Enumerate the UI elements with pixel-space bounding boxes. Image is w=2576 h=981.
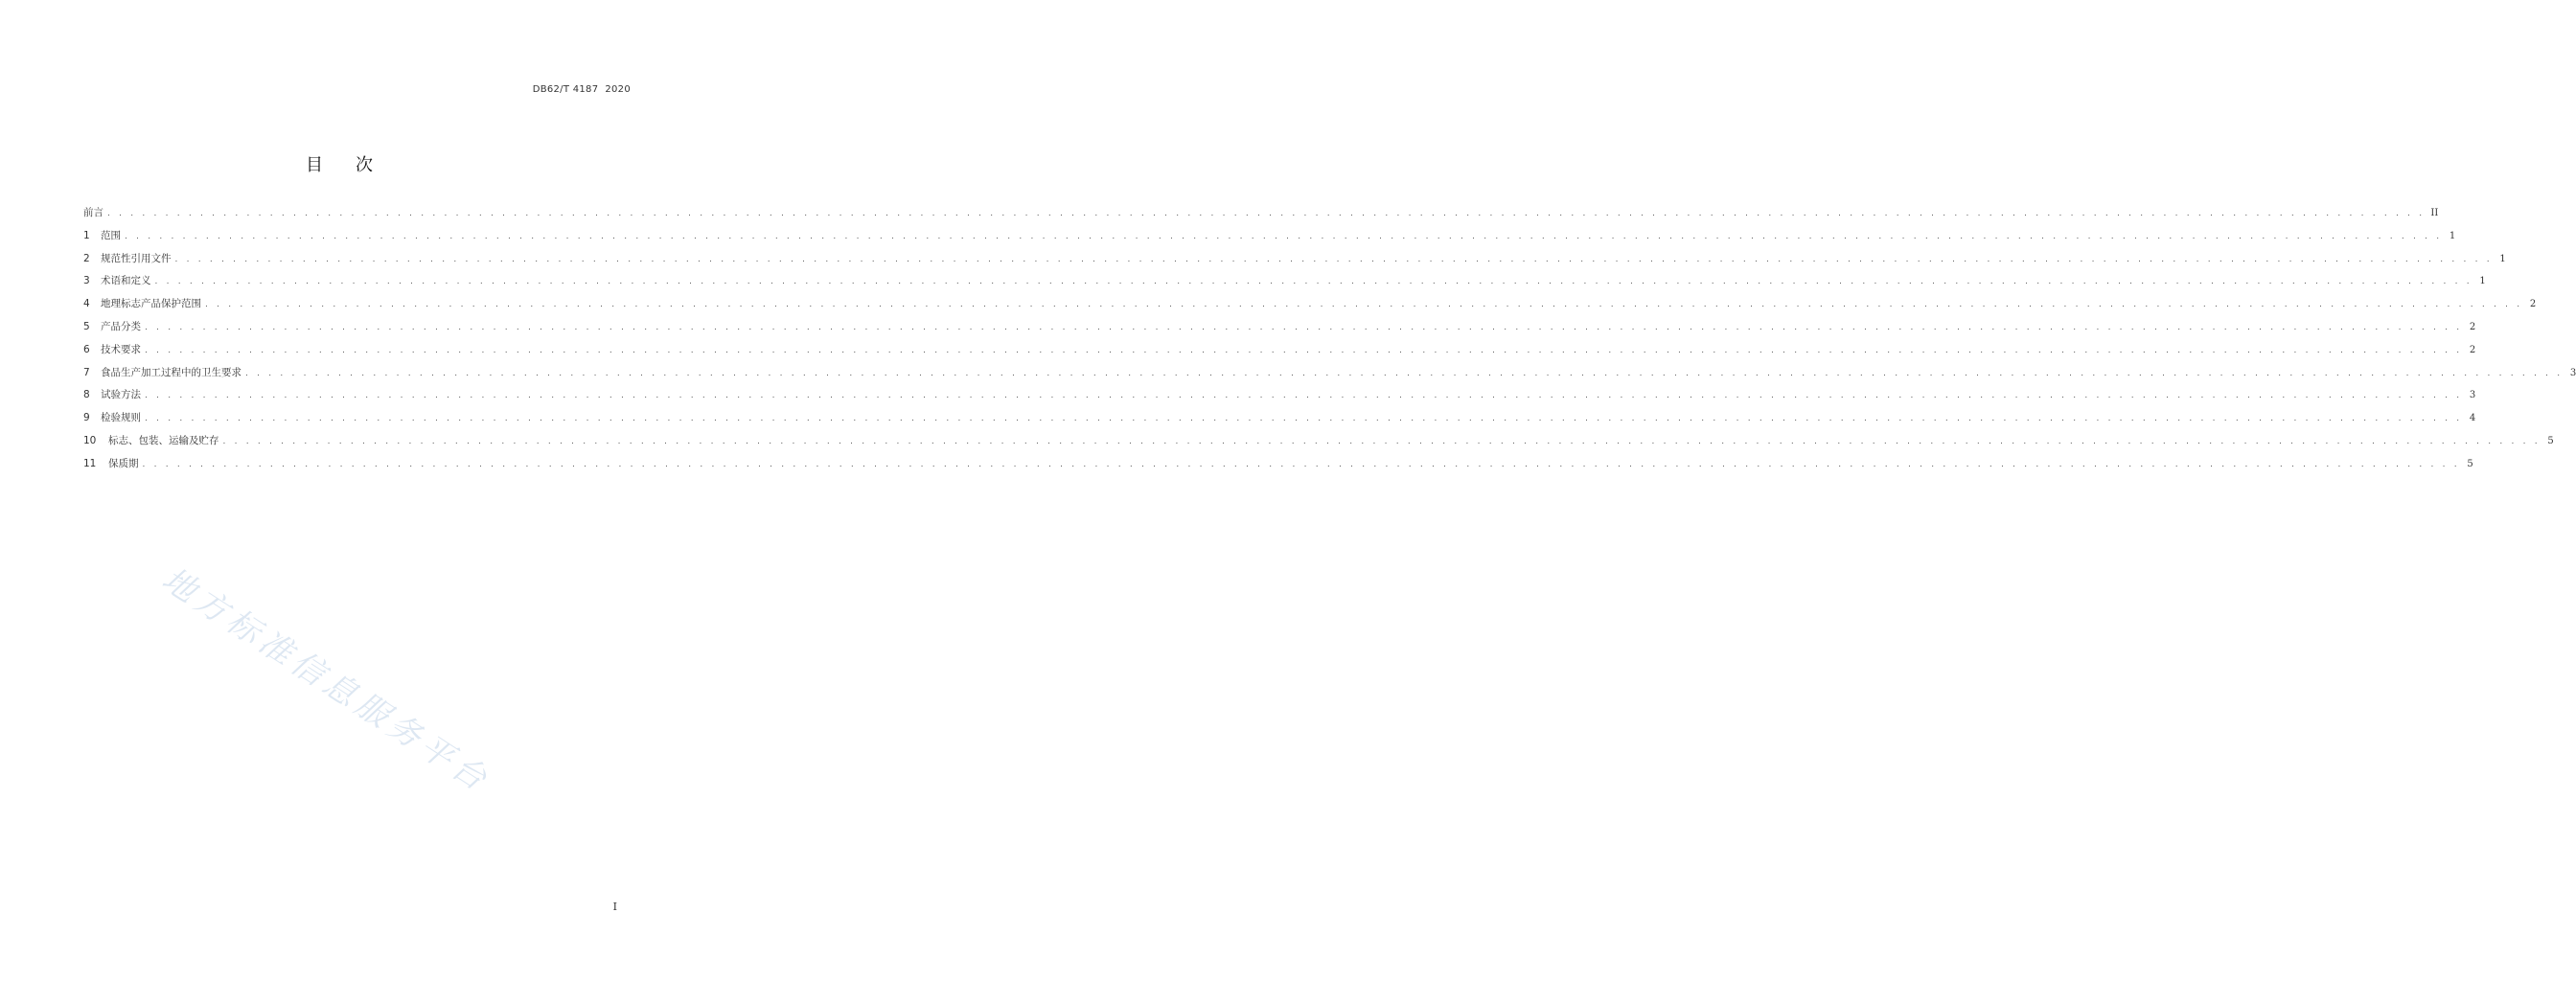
toc-leader-dots: . . . . . . . . . . . . . . . . . . . . . . . . . . . . . . . . . . . . . . . . . . . . . . . . . . . . . . . . . . . . . . . . . . . . . . . . . . . . . . . . . . . . . . . . . . . . . . . . . . . . . . . . . . . . . . . . . . . . . . . . . . . . . . . . . . . . . . . . . . . . . . . . . . . . . . . . . . . . . . . . . . . . . . . . . . . . . . . . . . . . . . . . . . . . . . . . . . . . . . . . <box>145 322 2463 332</box>
toc-entry-label: 食品生产加工过程中的卫生要求 <box>101 366 242 378</box>
document-code: DB62/T 4187 2020 <box>532 84 631 95</box>
toc-leader-dots: . . . . . . . . . . . . . . . . . . . . . . . . . . . . . . . . . . . . . . . . . . . . . . . . . . . . . . . . . . . . . . . . . . . . . . . . . . . . . . . . . . . . . . . . . . . . . . . . . . . . . . . . . . . . . . . . . . . . . . . . . . . . . . . . . . . . . . . . . . . . . . . . . . . . . . . . . . . . . . . . . . . . . . . . . . . . . . . . . . . . . . . . . . . . . . . . . . . . . . . . <box>107 209 2426 218</box>
toc-entry-number: 9 <box>83 412 90 424</box>
toc-entry-label: 前言 <box>83 207 104 218</box>
toc-entry[interactable] <box>83 365 2576 388</box>
toc-entry-page: 3 <box>2569 367 2576 378</box>
toc-entry-page: 1 <box>2449 230 2456 241</box>
toc-entry-label: 技术要求 <box>101 343 141 355</box>
toc-entry-number: 11 <box>83 457 97 469</box>
toc-entry-label: 保质期 <box>108 457 139 469</box>
toc-entry-label: 试验方法 <box>101 389 141 401</box>
toc-entry-label: 检验规则 <box>101 412 141 424</box>
toc-entry-label: 范围 <box>101 229 121 241</box>
toc-leader-dots: . . . . . . . . . . . . . . . . . . . . . . . . . . . . . . . . . . . . . . . . . . . . . . . . . . . . . . . . . . . . . . . . . . . . . . . . . . . . . . . . . . . . . . . . . . . . . . . . . . . . . . . . . . . . . . . . . . . . . . . . . . . . . . . . . . . . . . . . . . . . . . . . . . . . . . . . . . . . . . . . . . . . . . . . . . . . . . . . . . . . . . . . . . . . . . . . . . . . . . . . <box>154 277 2472 287</box>
toc-leader-dots: . . . . . . . . . . . . . . . . . . . . . . . . . . . . . . . . . . . . . . . . . . . . . . . . . . . . . . . . . . . . . . . . . . . . . . . . . . . . . . . . . . . . . . . . . . . . . . . . . . . . . . . . . . . . . . . . . . . . . . . . . . . . . . . . . . . . . . . . . . . . . . . . . . . . . . . . . . . . . . . . . . . . . . . . . . . . . . . . . . . . . . . . . . . . . . . . . . . . . . . . <box>222 436 2541 446</box>
toc-entry[interactable] <box>83 228 2456 251</box>
table-of-contents <box>83 205 2576 479</box>
page-number: I <box>612 901 617 913</box>
toc-entry-label: 规范性引用文件 <box>101 252 172 264</box>
toc-entry-page: 4 <box>2469 413 2476 424</box>
toc-entry-number: 1 <box>83 229 90 241</box>
toc-entry[interactable] <box>83 387 2476 410</box>
watermark: 地方标准信息服务平台 <box>154 559 498 802</box>
toc-entry-page: 5 <box>2547 435 2554 446</box>
toc-leader-dots: . . . . . . . . . . . . . . . . . . . . . . . . . . . . . . . . . . . . . . . . . . . . . . . . . . . . . . . . . . . . . . . . . . . . . . . . . . . . . . . . . . . . . . . . . . . . . . . . . . . . . . . . . . . . . . . . . . . . . . . . . . . . . . . . . . . . . . . . . . . . . . . . . . . . . . . . . . . . . . . . . . . . . . . . . . . . . . . . . . . . . . . . . . . . . . . . . . . . . . . . <box>174 254 2493 264</box>
toc-entry[interactable] <box>83 296 2537 319</box>
toc-leader-dots: . . . . . . . . . . . . . . . . . . . . . . . . . . . . . . . . . . . . . . . . . . . . . . . . . . . . . . . . . . . . . . . . . . . . . . . . . . . . . . . . . . . . . . . . . . . . . . . . . . . . . . . . . . . . . . . . . . . . . . . . . . . . . . . . . . . . . . . . . . . . . . . . . . . . . . . . . . . . . . . . . . . . . . . . . . . . . . . . . . . . . . . . . . . . . . . . . . . . . . . . <box>145 391 2463 401</box>
toc-entry-label: 标志、包装、运输及贮存 <box>108 434 219 446</box>
toc-leader-dots: . . . . . . . . . . . . . . . . . . . . . . . . . . . . . . . . . . . . . . . . . . . . . . . . . . . . . . . . . . . . . . . . . . . . . . . . . . . . . . . . . . . . . . . . . . . . . . . . . . . . . . . . . . . . . . . . . . . . . . . . . . . . . . . . . . . . . . . . . . . . . . . . . . . . . . . . . . . . . . . . . . . . . . . . . . . . . . . . . . . . . . . . . . . . . . . . . . . . . . . . <box>145 345 2463 355</box>
toc-entry[interactable] <box>83 410 2476 433</box>
toc-entry-label: 地理标志产品保护范围 <box>101 298 201 310</box>
toc-entry-number: 5 <box>83 320 90 332</box>
toc-entry-number: 10 <box>83 434 97 446</box>
toc-entry-page: 1 <box>2479 276 2486 287</box>
toc-entry-number: 2 <box>83 252 90 264</box>
toc-entry[interactable] <box>83 251 2506 274</box>
page-title: 目次 <box>306 155 405 175</box>
toc-entry-page: 3 <box>2469 390 2476 401</box>
toc-entry-number: 8 <box>83 389 90 401</box>
toc-entry[interactable] <box>83 342 2476 365</box>
toc-entry[interactable] <box>83 319 2476 342</box>
toc-entry-page: 2 <box>2469 344 2476 355</box>
toc-entry-number: 3 <box>83 275 90 287</box>
toc-entry[interactable] <box>83 273 2486 296</box>
toc-leader-dots: . . . . . . . . . . . . . . . . . . . . . . . . . . . . . . . . . . . . . . . . . . . . . . . . . . . . . . . . . . . . . . . . . . . . . . . . . . . . . . . . . . . . . . . . . . . . . . . . . . . . . . . . . . . . . . . . . . . . . . . . . . . . . . . . . . . . . . . . . . . . . . . . . . . . . . . . . . . . . . . . . . . . . . . . . . . . . . . . . . . . . . . . . . . . . . . . . . . . . . . . <box>205 300 2523 310</box>
toc-entry[interactable] <box>83 205 2439 228</box>
toc-leader-dots: . . . . . . . . . . . . . . . . . . . . . . . . . . . . . . . . . . . . . . . . . . . . . . . . . . . . . . . . . . . . . . . . . . . . . . . . . . . . . . . . . . . . . . . . . . . . . . . . . . . . . . . . . . . . . . . . . . . . . . . . . . . . . . . . . . . . . . . . . . . . . . . . . . . . . . . . . . . . . . . . . . . . . . . . . . . . . . . . . . . . . . . . . . . . . . . . . . . . . . . . <box>142 459 2460 469</box>
toc-leader-dots: . . . . . . . . . . . . . . . . . . . . . . . . . . . . . . . . . . . . . . . . . . . . . . . . . . . . . . . . . . . . . . . . . . . . . . . . . . . . . . . . . . . . . . . . . . . . . . . . . . . . . . . . . . . . . . . . . . . . . . . . . . . . . . . . . . . . . . . . . . . . . . . . . . . . . . . . . . . . . . . . . . . . . . . . . . . . . . . . . . . . . . . . . . . . . . . . . . . . . . . . <box>145 414 2463 424</box>
toc-entry-page: II <box>2430 208 2439 218</box>
toc-entry-number: 6 <box>83 343 90 355</box>
toc-entry-page: 5 <box>2467 458 2473 469</box>
toc-entry-number: 4 <box>83 298 90 310</box>
toc-leader-dots: . . . . . . . . . . . . . . . . . . . . . . . . . . . . . . . . . . . . . . . . . . . . . . . . . . . . . . . . . . . . . . . . . . . . . . . . . . . . . . . . . . . . . . . . . . . . . . . . . . . . . . . . . . . . . . . . . . . . . . . . . . . . . . . . . . . . . . . . . . . . . . . . . . . . . . . . . . . . . . . . . . . . . . . . . . . . . . . . . . . . . . . . . . . . . . . . . . . . . . . . <box>245 368 2564 378</box>
toc-entry[interactable] <box>83 433 2554 456</box>
toc-entry-label: 产品分类 <box>101 320 141 332</box>
toc-entry-page: 2 <box>2469 321 2476 332</box>
toc-entry-page: 2 <box>2529 299 2537 310</box>
toc-leader-dots: . . . . . . . . . . . . . . . . . . . . . . . . . . . . . . . . . . . . . . . . . . . . . . . . . . . . . . . . . . . . . . . . . . . . . . . . . . . . . . . . . . . . . . . . . . . . . . . . . . . . . . . . . . . . . . . . . . . . . . . . . . . . . . . . . . . . . . . . . . . . . . . . . . . . . . . . . . . . . . . . . . . . . . . . . . . . . . . . . . . . . . . . . . . . . . . . . . . . . . . . <box>125 231 2443 241</box>
toc-entry-label: 术语和定义 <box>101 275 151 287</box>
toc-entry-number: 7 <box>83 366 90 378</box>
toc-entry[interactable] <box>83 456 2473 479</box>
toc-entry-page: 1 <box>2499 253 2506 264</box>
